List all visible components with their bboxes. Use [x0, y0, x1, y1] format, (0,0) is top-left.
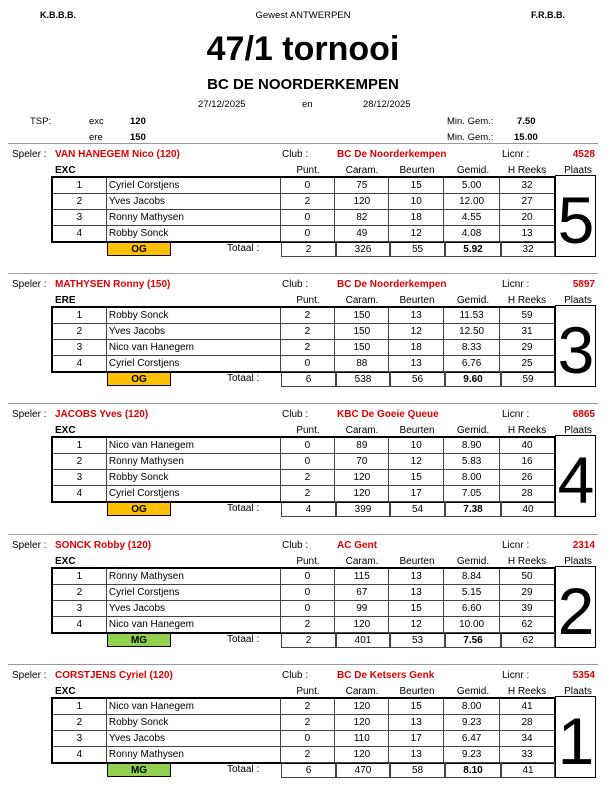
col-header-beurten: Beurten [399, 165, 435, 176]
totaal-label: Totaal : [227, 373, 260, 384]
gemiddelde-cell: 4.08 [444, 226, 500, 242]
tsp-label: TSP: [30, 116, 52, 127]
gemiddelde-cell: 8.84 [444, 569, 500, 585]
player-name: SONCK Robby (120) [55, 540, 152, 551]
table-row [53, 226, 555, 242]
col-header-punt: Punt. [296, 556, 320, 567]
beurten-cell: 13 [389, 356, 444, 372]
page-title: 47/1 tornooi [206, 30, 400, 68]
game-number-cell: 2 [53, 585, 107, 601]
total-caram: 401 [336, 632, 390, 648]
speler-label: Speler : [12, 279, 47, 290]
hoogste-reeks-cell: 59 [500, 308, 555, 324]
beurten-cell: 12 [389, 226, 444, 242]
licnr-value: 5354 [572, 670, 595, 681]
hoogste-reeks-cell: 28 [500, 486, 555, 502]
min-gem-label: Min. Gem.: [447, 132, 494, 143]
table-row [53, 454, 555, 470]
col-header-plaats: Plaats [564, 556, 592, 567]
final-place: 2 [557, 574, 595, 648]
results-table [52, 177, 555, 242]
punten-cell: 2 [280, 340, 335, 356]
beurten-cell: 12 [389, 454, 444, 470]
gemiddelde-cell: 4.55 [444, 210, 500, 226]
table-row [53, 210, 555, 226]
table-row [53, 569, 555, 585]
tsp-cat: exc [89, 116, 104, 127]
col-header-plaats: Plaats [564, 425, 592, 436]
col-header-hreeks: H Reeks [507, 295, 547, 306]
table-row [53, 340, 555, 356]
punten-cell: 2 [280, 470, 335, 486]
opponent-cell: Nico van Hanegem [106, 340, 280, 356]
table-row [53, 715, 555, 731]
club-label: Club : [282, 540, 309, 551]
carambolages-cell: 120 [335, 617, 389, 633]
carambolages-cell: 150 [335, 340, 389, 356]
punten-cell: 2 [280, 699, 335, 715]
licnr-value: 5897 [572, 279, 595, 290]
federation-left: K.B.B.B. [40, 10, 76, 20]
player-name: JACOBS Yves (120) [55, 409, 149, 420]
col-header-hreeks: H Reeks [507, 165, 547, 176]
player-club: BC De Noorderkempen [337, 149, 447, 160]
hoogste-reeks-cell: 20 [500, 210, 555, 226]
licnr-label: Licnr : [502, 409, 530, 420]
speler-label: Speler : [12, 670, 47, 681]
total-caram: 470 [336, 762, 390, 778]
opponent-cell: Yves Jacobs [106, 601, 280, 617]
opponent-cell: Ronny Mathysen [106, 569, 280, 585]
col-header-hreeks: H Reeks [507, 686, 547, 697]
beurten-cell: 15 [389, 601, 444, 617]
player-block [0, 664, 606, 794]
player-block [0, 534, 606, 664]
game-number-cell: 2 [53, 715, 107, 731]
hoogste-reeks-cell: 34 [500, 731, 555, 747]
carambolages-cell: 120 [335, 747, 389, 763]
licnr-value: 6865 [572, 409, 595, 420]
game-number-cell: 3 [53, 470, 107, 486]
carambolages-cell: 115 [335, 569, 389, 585]
club-label: Club : [282, 409, 309, 420]
speler-label: Speler : [12, 409, 47, 420]
game-number-cell: 2 [53, 454, 107, 470]
table-row [53, 324, 555, 340]
col-header-plaats: Plaats [564, 295, 592, 306]
total-hreeks: 32 [501, 241, 555, 257]
carambolages-cell: 99 [335, 601, 389, 617]
opponent-cell: Yves Jacobs [106, 194, 280, 210]
hoogste-reeks-cell: 13 [500, 226, 555, 242]
table-row [53, 356, 555, 372]
total-hreeks: 62 [501, 632, 555, 648]
beurten-cell: 15 [389, 178, 444, 194]
total-punt: 4 [281, 501, 336, 517]
hoogste-reeks-cell: 50 [500, 569, 555, 585]
punten-cell: 2 [280, 747, 335, 763]
final-place: 5 [557, 183, 595, 257]
game-number-cell: 1 [53, 178, 107, 194]
punten-cell: 0 [280, 601, 335, 617]
carambolages-cell: 120 [335, 194, 389, 210]
hoogste-reeks-cell: 27 [500, 194, 555, 210]
gemiddelde-cell: 5.00 [444, 178, 500, 194]
carambolages-cell: 49 [335, 226, 389, 242]
total-beurten: 54 [390, 501, 445, 517]
totaal-label: Totaal : [227, 503, 260, 514]
result-badge: OG [107, 242, 171, 256]
col-header-gemid: Gemid. [456, 425, 490, 436]
total-gemid: 7.38 [445, 501, 501, 517]
beurten-cell: 13 [389, 585, 444, 601]
final-place: 1 [557, 704, 595, 778]
beurten-cell: 13 [389, 747, 444, 763]
opponent-cell: Cyriel Corstjens [106, 178, 280, 194]
opponent-cell: Ronny Mathysen [106, 747, 280, 763]
col-header-caram: Caram. [345, 295, 379, 306]
carambolages-cell: 75 [335, 178, 389, 194]
col-header-punt: Punt. [296, 686, 320, 697]
beurten-cell: 10 [389, 438, 444, 454]
game-number-cell: 3 [53, 210, 107, 226]
opponent-cell: Ronny Mathysen [106, 454, 280, 470]
licnr-label: Licnr : [502, 279, 530, 290]
table-row [53, 585, 555, 601]
gemiddelde-cell: 11.53 [444, 308, 500, 324]
gemiddelde-cell: 6.47 [444, 731, 500, 747]
punten-cell: 2 [280, 194, 335, 210]
opponent-cell: Robby Sonck [106, 715, 280, 731]
hoogste-reeks-cell: 25 [500, 356, 555, 372]
carambolages-cell: 67 [335, 585, 389, 601]
gemiddelde-cell: 10.00 [444, 617, 500, 633]
tsp-value: 120 [130, 116, 146, 127]
total-gemid: 7.56 [445, 632, 501, 648]
table-row [53, 178, 555, 194]
col-header-gemid: Gemid. [456, 295, 490, 306]
licnr-value: 2314 [572, 540, 595, 551]
gemiddelde-cell: 5.15 [444, 585, 500, 601]
licnr-label: Licnr : [502, 540, 530, 551]
total-caram: 538 [336, 371, 390, 387]
final-place: 3 [557, 313, 595, 387]
col-header-punt: Punt. [296, 295, 320, 306]
col-header-caram: Caram. [345, 165, 379, 176]
beurten-cell: 15 [389, 699, 444, 715]
player-club: KBC De Goeie Queue [337, 409, 439, 420]
col-header-gemid: Gemid. [456, 165, 490, 176]
gemiddelde-cell: 6.60 [444, 601, 500, 617]
tsp-cat: ere [89, 132, 103, 143]
licnr-label: Licnr : [502, 149, 530, 160]
opponent-cell: Robby Sonck [106, 308, 280, 324]
game-number-cell: 1 [53, 699, 107, 715]
tsp-value: 150 [130, 132, 146, 143]
table-row [53, 747, 555, 763]
gemiddelde-cell: 8.90 [444, 438, 500, 454]
carambolages-cell: 120 [335, 699, 389, 715]
carambolages-cell: 82 [335, 210, 389, 226]
category-label: EXC [55, 425, 76, 436]
opponent-cell: Cyriel Corstjens [106, 585, 280, 601]
game-number-cell: 3 [53, 340, 107, 356]
col-header-beurten: Beurten [399, 295, 435, 306]
player-name: VAN HANEGEM Nico (120) [55, 149, 180, 160]
punten-cell: 0 [280, 178, 335, 194]
opponent-cell: Robby Sonck [106, 226, 280, 242]
beurten-cell: 18 [389, 210, 444, 226]
total-punt: 6 [281, 371, 336, 387]
hoogste-reeks-cell: 31 [500, 324, 555, 340]
hoogste-reeks-cell: 28 [500, 715, 555, 731]
carambolages-cell: 89 [335, 438, 389, 454]
player-name: MATHYSEN Ronny (150) [55, 279, 171, 290]
game-number-cell: 3 [53, 601, 107, 617]
player-name: CORSTJENS Cyriel (120) [55, 670, 173, 681]
total-gemid: 9.60 [445, 371, 501, 387]
club-label: Club : [282, 149, 309, 160]
game-number-cell: 1 [53, 308, 107, 324]
punten-cell: 2 [280, 617, 335, 633]
table-row [53, 438, 555, 454]
beurten-cell: 17 [389, 731, 444, 747]
date-from: 27/12/2025 [198, 99, 246, 110]
hoogste-reeks-cell: 40 [500, 438, 555, 454]
carambolages-cell: 110 [335, 731, 389, 747]
beurten-cell: 17 [389, 486, 444, 502]
block-divider [8, 534, 598, 535]
punten-cell: 0 [280, 569, 335, 585]
region-label: Gewest ANTWERPEN [255, 10, 351, 21]
total-hreeks: 41 [501, 762, 555, 778]
table-row [53, 699, 555, 715]
game-number-cell: 3 [53, 731, 107, 747]
results-table [52, 568, 555, 633]
gemiddelde-cell: 9.23 [444, 747, 500, 763]
results-table [52, 307, 555, 372]
category-label: EXC [55, 556, 76, 567]
table-row [53, 470, 555, 486]
speler-label: Speler : [12, 540, 47, 551]
gemiddelde-cell: 8.00 [444, 470, 500, 486]
min-gem-label: Min. Gem.: [447, 116, 494, 127]
result-badge: MG [107, 763, 171, 777]
total-beurten: 56 [390, 371, 445, 387]
col-header-plaats: Plaats [564, 686, 592, 697]
total-gemid: 5.92 [445, 241, 501, 257]
game-number-cell: 1 [53, 438, 107, 454]
total-beurten: 55 [390, 241, 445, 257]
beurten-cell: 15 [389, 470, 444, 486]
punten-cell: 2 [280, 486, 335, 502]
opponent-cell: Nico van Hanegem [106, 617, 280, 633]
beurten-cell: 12 [389, 617, 444, 633]
federation-right: F.R.B.B. [531, 10, 566, 20]
punten-cell: 0 [280, 731, 335, 747]
opponent-cell: Nico van Hanegem [106, 438, 280, 454]
col-header-punt: Punt. [296, 425, 320, 436]
total-punt: 6 [281, 762, 336, 778]
col-header-beurten: Beurten [399, 425, 435, 436]
opponent-cell: Yves Jacobs [106, 731, 280, 747]
col-header-caram: Caram. [345, 425, 379, 436]
results-table [52, 698, 555, 763]
category-label: EXC [55, 165, 76, 176]
carambolages-cell: 70 [335, 454, 389, 470]
total-caram: 326 [336, 241, 390, 257]
opponent-cell: Cyriel Corstjens [106, 356, 280, 372]
carambolages-cell: 150 [335, 308, 389, 324]
punten-cell: 2 [280, 324, 335, 340]
punten-cell: 0 [280, 210, 335, 226]
player-block [0, 403, 606, 533]
hoogste-reeks-cell: 16 [500, 454, 555, 470]
game-number-cell: 4 [53, 486, 107, 502]
totaal-label: Totaal : [227, 243, 260, 254]
carambolages-cell: 88 [335, 356, 389, 372]
category-label: ERE [55, 295, 76, 306]
total-punt: 2 [281, 241, 336, 257]
table-row [53, 308, 555, 324]
table-row [53, 617, 555, 633]
player-club: AC Gent [337, 540, 377, 551]
player-block [0, 273, 606, 403]
beurten-cell: 18 [389, 340, 444, 356]
totaal-label: Totaal : [227, 764, 260, 775]
gemiddelde-cell: 9.23 [444, 715, 500, 731]
beurten-cell: 13 [389, 569, 444, 585]
gemiddelde-cell: 12.50 [444, 324, 500, 340]
game-number-cell: 2 [53, 194, 107, 210]
beurten-cell: 10 [389, 194, 444, 210]
table-row [53, 486, 555, 502]
total-hreeks: 40 [501, 501, 555, 517]
block-divider [8, 664, 598, 665]
beurten-cell: 12 [389, 324, 444, 340]
total-punt: 2 [281, 632, 336, 648]
punten-cell: 0 [280, 585, 335, 601]
opponent-cell: Cyriel Corstjens [106, 486, 280, 502]
date-to: 28/12/2025 [363, 99, 411, 110]
hoogste-reeks-cell: 39 [500, 601, 555, 617]
col-header-gemid: Gemid. [456, 556, 490, 567]
col-header-gemid: Gemid. [456, 686, 490, 697]
block-divider [8, 403, 598, 404]
opponent-cell: Nico van Hanegem [106, 699, 280, 715]
gemiddelde-cell: 7.05 [444, 486, 500, 502]
gemiddelde-cell: 8.00 [444, 699, 500, 715]
col-header-plaats: Plaats [564, 165, 592, 176]
result-badge: OG [107, 372, 171, 386]
game-number-cell: 4 [53, 747, 107, 763]
hoogste-reeks-cell: 29 [500, 340, 555, 356]
table-row [53, 601, 555, 617]
club-label: Club : [282, 670, 309, 681]
result-badge: OG [107, 502, 171, 516]
punten-cell: 0 [280, 226, 335, 242]
hoogste-reeks-cell: 32 [500, 178, 555, 194]
results-table [52, 437, 555, 502]
punten-cell: 0 [280, 454, 335, 470]
player-club: BC De Ketsers Genk [337, 670, 435, 681]
punten-cell: 0 [280, 438, 335, 454]
block-divider [8, 273, 598, 274]
game-number-cell: 4 [53, 356, 107, 372]
col-header-beurten: Beurten [399, 686, 435, 697]
block-divider [8, 143, 598, 144]
opponent-cell: Robby Sonck [106, 470, 280, 486]
punten-cell: 2 [280, 715, 335, 731]
player-club: BC De Noorderkempen [337, 279, 447, 290]
total-caram: 399 [336, 501, 390, 517]
carambolages-cell: 120 [335, 715, 389, 731]
licnr-label: Licnr : [502, 670, 530, 681]
col-header-beurten: Beurten [399, 556, 435, 567]
speler-label: Speler : [12, 149, 47, 160]
total-beurten: 58 [390, 762, 445, 778]
gemiddelde-cell: 5.83 [444, 454, 500, 470]
game-number-cell: 4 [53, 226, 107, 242]
hoogste-reeks-cell: 41 [500, 699, 555, 715]
beurten-cell: 13 [389, 308, 444, 324]
total-gemid: 8.10 [445, 762, 501, 778]
col-header-caram: Caram. [345, 556, 379, 567]
hoogste-reeks-cell: 62 [500, 617, 555, 633]
opponent-cell: Yves Jacobs [106, 324, 280, 340]
category-label: EXC [55, 686, 76, 697]
game-number-cell: 4 [53, 617, 107, 633]
organizing-club: BC DE NOORDERKEMPEN [207, 76, 399, 93]
punten-cell: 0 [280, 356, 335, 372]
totaal-label: Totaal : [227, 634, 260, 645]
punten-cell: 2 [280, 308, 335, 324]
result-badge: MG [107, 633, 171, 647]
date-separator: en [302, 99, 313, 110]
carambolages-cell: 120 [335, 486, 389, 502]
total-hreeks: 59 [501, 371, 555, 387]
table-row [53, 194, 555, 210]
col-header-punt: Punt. [296, 165, 320, 176]
col-header-caram: Caram. [345, 686, 379, 697]
col-header-hreeks: H Reeks [507, 556, 547, 567]
gemiddelde-cell: 6.76 [444, 356, 500, 372]
table-row [53, 731, 555, 747]
hoogste-reeks-cell: 29 [500, 585, 555, 601]
final-place: 4 [557, 443, 595, 517]
licnr-value: 4528 [572, 149, 595, 160]
min-gem-value: 7.50 [517, 116, 536, 127]
total-beurten: 53 [390, 632, 445, 648]
gemiddelde-cell: 8.33 [444, 340, 500, 356]
hoogste-reeks-cell: 26 [500, 470, 555, 486]
game-number-cell: 2 [53, 324, 107, 340]
player-block [0, 143, 606, 273]
beurten-cell: 13 [389, 715, 444, 731]
col-header-hreeks: H Reeks [507, 425, 547, 436]
carambolages-cell: 150 [335, 324, 389, 340]
min-gem-value: 15.00 [514, 132, 538, 143]
carambolages-cell: 120 [335, 470, 389, 486]
gemiddelde-cell: 12.00 [444, 194, 500, 210]
hoogste-reeks-cell: 33 [500, 747, 555, 763]
opponent-cell: Ronny Mathysen [106, 210, 280, 226]
club-label: Club : [282, 279, 309, 290]
game-number-cell: 1 [53, 569, 107, 585]
